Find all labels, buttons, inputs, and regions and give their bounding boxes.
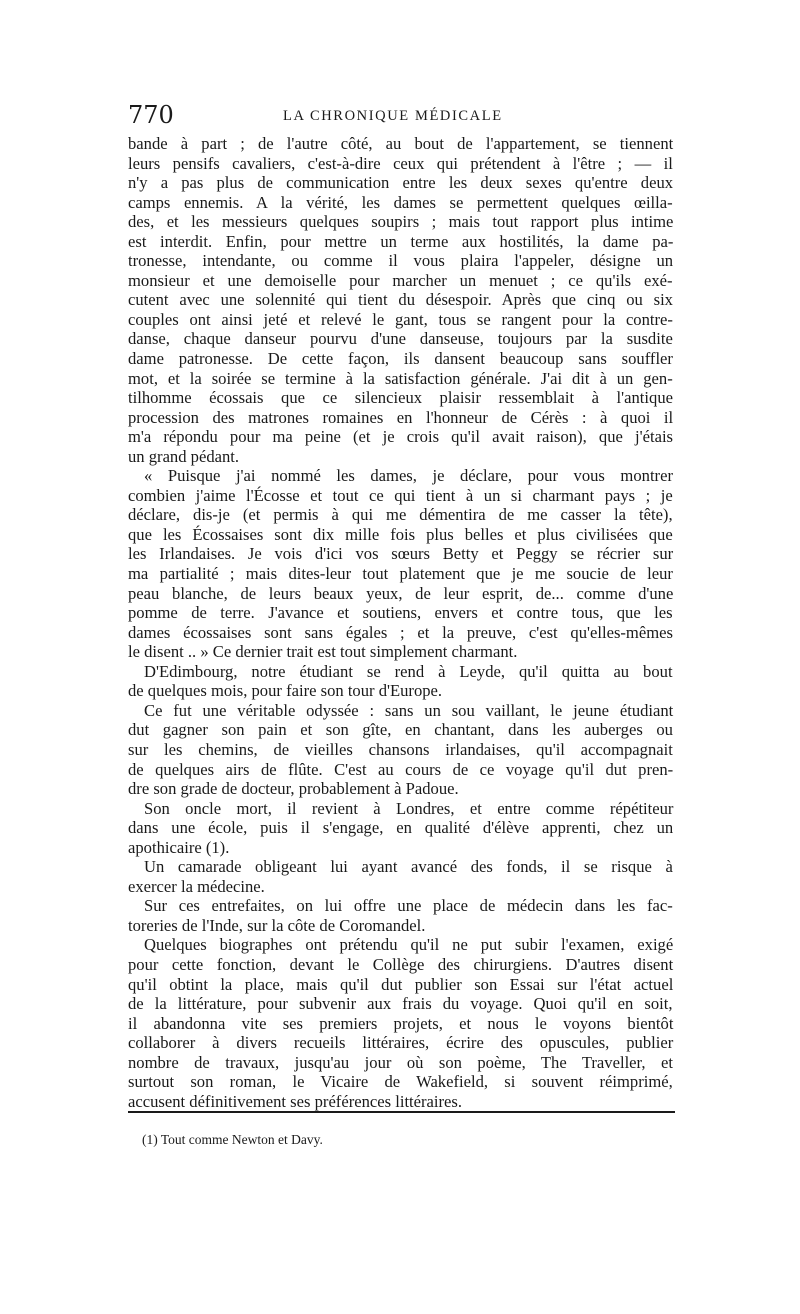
text-line: combien j'aime l'Écosse et tout ce qui tient à un si charmant pays ; je	[128, 485, 673, 505]
text-line: pomme de terre. J'avance et soutiens, envers et contre tous, que les	[128, 603, 673, 623]
text-line: déclare, dis-je (et permis à qui me démentira de me casser la tête),	[128, 505, 673, 525]
text-line: qu'il obtint la place, mais qu'il dut publier son Essai sur l'état actuel	[128, 974, 674, 994]
text-line: n'y a pas plus de communication entre les deux sexes qu'entre deux	[128, 173, 674, 193]
text-line: dut gagner son pain et son gîte, en chantant, dans les auberges ou	[128, 720, 673, 740]
text-line: cutent avec une solennité qui tient du désespoir. Après que cinq ou six	[128, 290, 673, 310]
text-line: Quelques biographes ont prétendu qu'il ne put subir l'examen, exigé	[144, 935, 674, 955]
text-line: tronesse, intendante, ou comme il vous plaira l'appeler, désigne un	[128, 251, 674, 271]
text-line: procession des matrones romaines en l'honneur de Cérès : à quoi il	[128, 407, 674, 427]
text-line: D'Edimbourg, notre étudiant se rend à Leyde, qu'il quitta au bout	[144, 661, 673, 681]
text-line: dans une école, puis il s'engage, en qualité d'élève apprenti, chez un	[128, 818, 674, 838]
text-line: est interdit. Enfin, pour mettre un terme aux hostilités, la dame pa-	[128, 231, 674, 251]
text-line: nombre de travaux, jusqu'au jour où son poème, The Traveller, et	[128, 1052, 673, 1072]
text-line: bande à part ; de l'autre côté, au bout de l'appartement, se tiennent	[128, 134, 674, 153]
text-line: camps ennemis. A la vérité, les dames se permettent quelques œilla-	[128, 192, 673, 212]
text-line: exercer la médecine.	[128, 876, 265, 896]
body-text	[128, 134, 673, 1111]
text-line: apothicaire (1).	[128, 837, 230, 857]
text-line: dre son grade de docteur, probablement à Padoue.	[128, 779, 459, 799]
text-line: des, et les messieurs quelques soupirs ; mais tout rapport plus intime	[128, 212, 674, 232]
text-line: danse, chaque danseur pourvu d'une danseuse, toujours par la susdite	[128, 329, 673, 349]
text-line: Son oncle mort, il revient à Londres, et entre comme répétiteur	[144, 798, 674, 818]
text-line: dame patronesse. De cette façon, ils dansent beaucoup sans souffler	[128, 349, 673, 369]
text-line: sur les chemins, de vieilles chansons irlandaises, qu'il accompagnait	[128, 739, 673, 759]
text-line: accusent définitivement ses préférences littéraires.	[128, 1091, 463, 1111]
text-line: tilhomme écossais que ce silencieux plaisir ressemblait à l'antique	[128, 388, 673, 408]
text-line: mot, et la soirée se termine à la satisfaction générale. J'ai dit à un gen-	[128, 368, 673, 388]
text-line: pour cette fonction, devant le Collège des chirurgiens. D'autres disent	[128, 954, 674, 974]
text-line: toreries de l'Inde, sur la côte de Coromandel.	[128, 915, 426, 935]
text-line: de quelques mois, pour faire son tour d'Europe.	[128, 681, 443, 701]
text-line: Ce fut une véritable odyssée : sans un sou vaillant, le jeune étudiant	[144, 700, 674, 720]
text-line: de la littérature, pour subvenir aux frais du voyage. Quoi qu'il en soit,	[128, 994, 673, 1014]
page-header	[128, 100, 673, 130]
text-line: ma partialité ; mais dites-leur tout platement que je me soucie de leur	[128, 564, 673, 584]
text-line: dames écossaises sont sans égales ; et la preuve, c'est qu'elles-mêmes	[128, 622, 673, 642]
text-line: collaborer à divers recueils littéraires, écrire des opuscules, publier	[128, 1033, 674, 1053]
footnote-divider	[128, 1111, 675, 1113]
text-line: que les Écossaises sont dix mille fois plus belles et plus civilisées que	[128, 524, 673, 544]
running-head: LA CHRONIQUE MÉDICALE	[283, 108, 503, 124]
text-line: peau blanche, de leurs beaux yeux, de leur esprit, de... comme d'une	[128, 583, 674, 603]
text-line: Un camarade obligeant lui ayant avancé des fonds, il se risque à	[144, 857, 673, 877]
text-line: surtout son roman, le Vicaire de Wakefield, si souvent réimprimé,	[128, 1072, 673, 1092]
text-line: il abandonna vite ses premiers projets, et nous le voyons bientôt	[128, 1013, 674, 1033]
text-line: monsieur et une demoiselle pour marcher un menuet ; ce qu'ils exé-	[128, 270, 673, 290]
text-line: de quelques airs de flûte. C'est au cours de ce voyage qu'il dut pren-	[128, 759, 674, 779]
text-line: « Puisque j'ai nommé les dames, je déclare, pour vous montrer	[144, 466, 673, 486]
text-line: un grand pédant.	[128, 446, 240, 466]
text-line: couples ont ainsi jeté et relevé le gant, tous se rangent pour la contre-	[128, 309, 673, 329]
text-line: m'a répondu pour ma peine (et je crois qu'il avait raison), que j'étais	[128, 427, 674, 447]
footnote: (1) Tout comme Newton et Davy.	[142, 1132, 323, 1147]
page-number: 770	[128, 101, 174, 129]
text-line: leurs pensifs cavaliers, c'est-à-dire ceux qui prétendent à l'être ; — il	[128, 153, 673, 173]
text-line: le disent .. » Ce dernier trait est tout simplement charmant.	[128, 642, 518, 662]
text-line: Sur ces entrefaites, on lui offre une place de médecin dans les fac-	[144, 896, 673, 916]
text-line: les Irlandaises. Je vois d'ici vos sœurs Betty et Peggy se récrier sur	[128, 544, 674, 564]
